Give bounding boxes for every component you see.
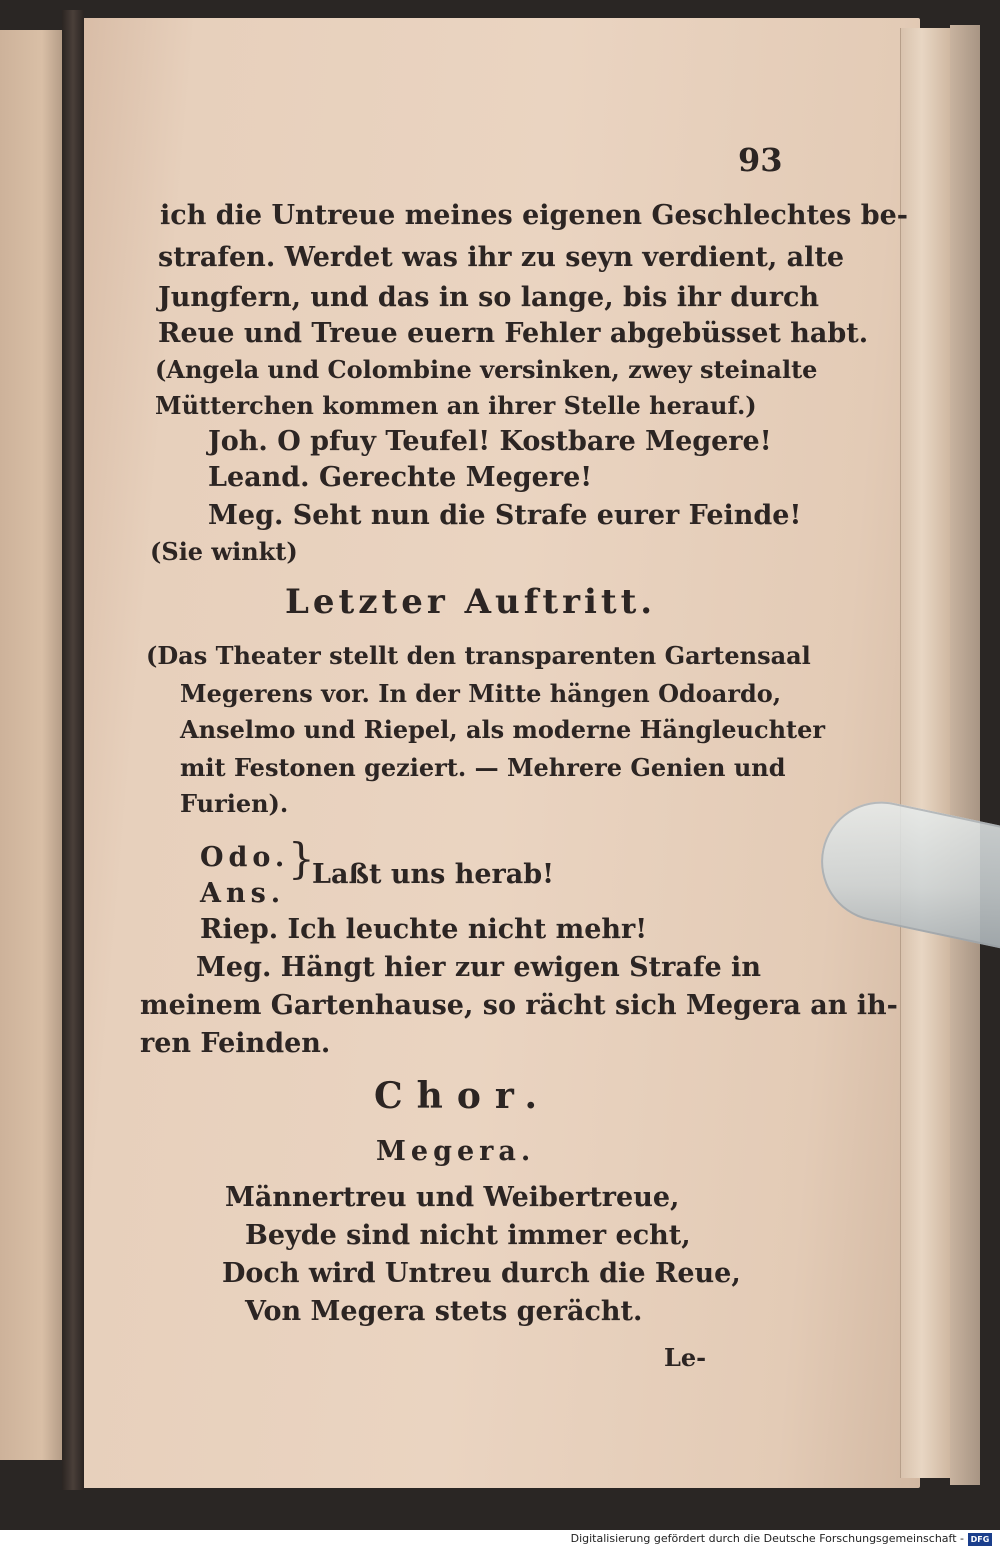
stage-direction-line: Mütterchen kommen an ihrer Stelle herauf.) xyxy=(155,391,757,420)
footer-credit: Digitalisierung gefördert durch die Deutsche Forschungsgemeinschaft - xyxy=(570,1532,964,1545)
speaker-odo: Odo. xyxy=(200,842,290,873)
brace-glyph: } xyxy=(288,834,315,883)
dfg-logo: DFG xyxy=(968,1533,992,1546)
verse-line: Männertreu und Weibertreue, xyxy=(225,1182,680,1213)
catchword: Le- xyxy=(664,1343,707,1372)
dialogue-line: Laßt uns herab! xyxy=(312,859,554,890)
stage-direction-line: Furien). xyxy=(180,789,289,818)
scene-heading: Letzter Auftritt. xyxy=(285,582,657,622)
dialogue-line: Meg. Hängt hier zur ewigen Strafe in xyxy=(196,952,761,983)
stage-direction-line: (Das Theater stellt den transparenten Gartensaal xyxy=(146,641,811,670)
stage-direction-line: Megerens vor. In der Mitte hängen Odoardo, xyxy=(180,679,782,708)
text-line: Reue und Treue euern Fehler abgebüsset habt. xyxy=(158,318,869,349)
stage-direction-line: mit Festonen geziert. — Mehrere Genien und xyxy=(180,753,786,782)
dialogue-line: Joh. O pfuy Teufel! Kostbare Megere! xyxy=(208,426,772,457)
speaker-megera: Megera. xyxy=(376,1136,536,1167)
verse-line: Von Megera stets gerächt. xyxy=(245,1296,643,1327)
dialogue-line: Riep. Ich leuchte nicht mehr! xyxy=(200,914,648,945)
verse-line: Beyde sind nicht immer echt, xyxy=(245,1220,691,1251)
chorus-heading: Chor. xyxy=(374,1075,552,1117)
page-number: 93 xyxy=(738,141,783,179)
dialogue-line: ren Feinden. xyxy=(140,1028,331,1059)
dialogue-line: meinem Gartenhause, so rächt sich Megera an ih- xyxy=(140,990,898,1021)
text-line: ich die Untreue meines eigenen Geschlechtes be- xyxy=(160,200,908,231)
text-line: strafen. Werdet was ihr zu seyn verdient, alte xyxy=(158,242,845,273)
stage-direction-line: Anselmo und Riepel, als moderne Hängleuchter xyxy=(180,715,826,744)
stage-direction-line: (Sie winkt) xyxy=(150,537,298,566)
dialogue-line: Meg. Seht nun die Strafe eurer Feinde! xyxy=(208,500,802,531)
footer-bar xyxy=(0,1530,1000,1549)
dialogue-line: Leand. Gerechte Megere! xyxy=(208,462,593,493)
stage-direction-line: (Angela und Colombine versinken, zwey steinalte xyxy=(155,355,818,384)
speaker-ans: Ans. xyxy=(200,878,286,909)
text-line: Jungfern, und das in so lange, bis ihr durch xyxy=(158,282,820,313)
verse-line: Doch wird Untreu durch die Reue, xyxy=(222,1258,741,1289)
